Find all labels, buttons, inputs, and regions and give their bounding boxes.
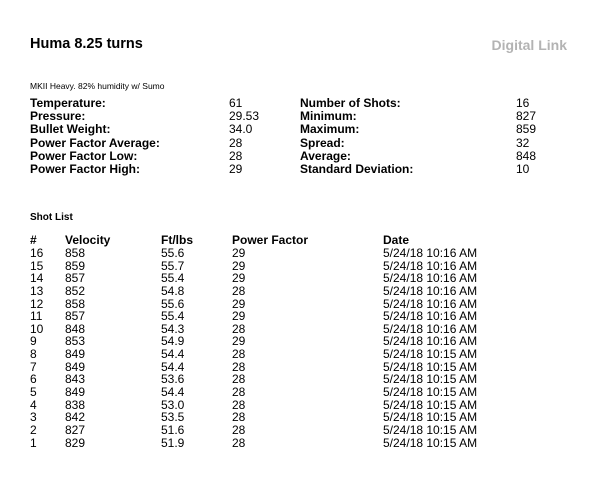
cell-velocity: 849 — [65, 385, 86, 400]
table-row — [0, 437, 600, 450]
cell-power-factor: 28 — [232, 372, 246, 387]
cell-ftlbs: 54.9 — [161, 334, 185, 349]
cell-velocity: 853 — [65, 334, 86, 349]
cell-date: 5/24/18 10:16 AM — [383, 296, 478, 311]
stats-block — [0, 97, 600, 176]
cell-power-factor: 29 — [232, 334, 246, 349]
cell-power-factor: 28 — [232, 385, 246, 400]
cell-number: 4 — [30, 397, 37, 412]
cell-velocity: 849 — [65, 347, 86, 362]
column-header-number: # — [30, 233, 37, 247]
stat-row — [0, 163, 600, 176]
cell-number: 1 — [30, 435, 37, 450]
cell-velocity: 857 — [65, 309, 86, 324]
cell-velocity: 848 — [65, 321, 86, 336]
cell-date: 5/24/18 10:15 AM — [383, 359, 478, 374]
cell-ftlbs: 55.6 — [161, 296, 185, 311]
stat-label: Power Factor Low: — [30, 148, 138, 163]
stat-label: Average: — [300, 148, 351, 163]
cell-number: 15 — [30, 258, 44, 273]
cell-date: 5/24/18 10:15 AM — [383, 410, 478, 425]
cell-velocity: 857 — [65, 271, 86, 286]
stat-label: Power Factor Average: — [30, 135, 160, 150]
cell-ftlbs: 55.4 — [161, 309, 185, 324]
table-row — [0, 373, 600, 386]
cell-power-factor: 28 — [232, 410, 246, 425]
cell-power-factor: 29 — [232, 258, 246, 273]
cell-power-factor: 28 — [232, 347, 246, 362]
cell-ftlbs: 55.7 — [161, 258, 185, 273]
cell-number: 14 — [30, 271, 44, 286]
column-header-date: Date — [383, 233, 410, 247]
stat-row — [0, 150, 600, 163]
cell-power-factor: 29 — [232, 246, 246, 260]
stat-label: Minimum: — [300, 109, 357, 124]
cell-power-factor: 28 — [232, 283, 246, 298]
shot-list-table — [0, 233, 600, 449]
cell-date: 5/24/18 10:15 AM — [383, 372, 478, 387]
cell-power-factor: 28 — [232, 321, 246, 336]
column-header-velocity: Velocity — [65, 233, 111, 247]
table-row — [0, 399, 600, 412]
cell-ftlbs: 54.8 — [161, 283, 185, 298]
stat-label: Bullet Weight: — [30, 122, 111, 137]
stat-value: 28 — [229, 148, 243, 163]
stat-value: 16 — [516, 96, 530, 110]
stat-value: 61 — [229, 96, 243, 110]
stat-value: 29 — [229, 161, 243, 176]
cell-number: 7 — [30, 359, 37, 374]
cell-number: 10 — [30, 321, 44, 336]
cell-ftlbs: 54.4 — [161, 359, 185, 374]
cell-date: 5/24/18 10:15 AM — [383, 422, 478, 437]
cell-date: 5/24/18 10:15 AM — [383, 385, 478, 400]
table-row — [0, 348, 600, 361]
stat-label: Standard Deviation: — [300, 161, 414, 176]
cell-ftlbs: 55.4 — [161, 271, 185, 286]
cell-date: 5/24/18 10:15 AM — [383, 347, 478, 362]
cell-date: 5/24/18 10:16 AM — [383, 283, 478, 298]
cell-velocity: 859 — [65, 258, 86, 273]
cell-power-factor: 28 — [232, 397, 246, 412]
cell-number: 9 — [30, 334, 37, 349]
session-note: MKII Heavy. 82% humidity w/ Sumo — [30, 81, 165, 91]
cell-power-factor: 29 — [232, 271, 246, 286]
table-row — [0, 298, 600, 311]
table-row — [0, 272, 600, 285]
stat-value: 34.0 — [229, 122, 253, 137]
cell-velocity: 843 — [65, 372, 86, 387]
stat-label: Power Factor High: — [30, 161, 141, 176]
cell-date: 5/24/18 10:16 AM — [383, 246, 478, 260]
stat-row — [0, 123, 600, 136]
table-row — [0, 411, 600, 424]
cell-number: 5 — [30, 385, 37, 400]
cell-number: 8 — [30, 347, 37, 362]
cell-ftlbs: 54.3 — [161, 321, 185, 336]
cell-velocity: 852 — [65, 283, 86, 298]
cell-number: 12 — [30, 296, 44, 311]
table-row — [0, 260, 600, 273]
cell-number: 11 — [30, 309, 43, 324]
cell-power-factor: 28 — [232, 359, 246, 374]
table-body — [0, 247, 600, 449]
column-header-ftlbs: Ft/lbs — [161, 233, 193, 247]
stat-value: 10 — [516, 161, 530, 176]
cell-velocity: 842 — [65, 410, 86, 425]
cell-date: 5/24/18 10:16 AM — [383, 258, 478, 273]
table-row — [0, 323, 600, 336]
brand-label: Digital Link — [491, 37, 567, 53]
stat-label: Spread: — [300, 135, 345, 150]
table-row — [0, 424, 600, 437]
shot-list-heading: Shot List — [30, 212, 73, 223]
cell-ftlbs: 51.9 — [161, 435, 185, 450]
table-row — [0, 361, 600, 374]
stat-row — [0, 137, 600, 150]
cell-velocity: 858 — [65, 246, 86, 260]
cell-ftlbs: 51.6 — [161, 422, 185, 437]
stat-value: 848 — [516, 148, 537, 163]
cell-ftlbs: 54.4 — [161, 385, 185, 400]
table-row — [0, 386, 600, 399]
cell-number: 13 — [30, 283, 44, 298]
cell-velocity: 827 — [65, 422, 86, 437]
table-header — [0, 233, 600, 247]
stat-value: 29.53 — [229, 109, 260, 124]
column-header-power-factor: Power Factor — [232, 233, 309, 247]
stat-value: 32 — [516, 135, 530, 150]
cell-date: 5/24/18 10:16 AM — [383, 334, 478, 349]
cell-date: 5/24/18 10:15 AM — [383, 397, 478, 412]
cell-ftlbs: 54.4 — [161, 347, 185, 362]
table-row — [0, 310, 600, 323]
cell-velocity: 829 — [65, 435, 86, 450]
stat-value: 859 — [516, 122, 537, 137]
cell-velocity: 838 — [65, 397, 86, 412]
cell-power-factor: 29 — [232, 296, 246, 311]
cell-date: 5/24/18 10:16 AM — [383, 271, 478, 286]
stat-value: 28 — [229, 135, 243, 150]
cell-power-factor: 28 — [232, 422, 246, 437]
stat-label: Pressure: — [30, 109, 86, 124]
table-row — [0, 335, 600, 348]
cell-power-factor: 28 — [232, 435, 246, 450]
cell-ftlbs: 53.5 — [161, 410, 185, 425]
cell-ftlbs: 53.0 — [161, 397, 185, 412]
table-row — [0, 247, 600, 260]
cell-number: 3 — [30, 410, 37, 425]
cell-number: 6 — [30, 372, 37, 387]
cell-velocity: 858 — [65, 296, 86, 311]
cell-date: 5/24/18 10:16 AM — [383, 309, 478, 324]
stat-label: Maximum: — [300, 122, 360, 137]
cell-velocity: 849 — [65, 359, 86, 374]
cell-ftlbs: 53.6 — [161, 372, 185, 387]
cell-power-factor: 29 — [232, 309, 246, 324]
stat-label: Temperature: — [30, 96, 106, 110]
stat-label: Number of Shots: — [300, 96, 401, 110]
cell-ftlbs: 55.6 — [161, 246, 185, 260]
stat-value: 827 — [516, 109, 537, 124]
cell-number: 2 — [30, 422, 37, 437]
cell-number: 16 — [30, 246, 44, 260]
cell-date: 5/24/18 10:15 AM — [383, 435, 478, 450]
table-row — [0, 285, 600, 298]
cell-date: 5/24/18 10:16 AM — [383, 321, 478, 336]
page-title: Huma 8.25 turns — [30, 36, 143, 52]
